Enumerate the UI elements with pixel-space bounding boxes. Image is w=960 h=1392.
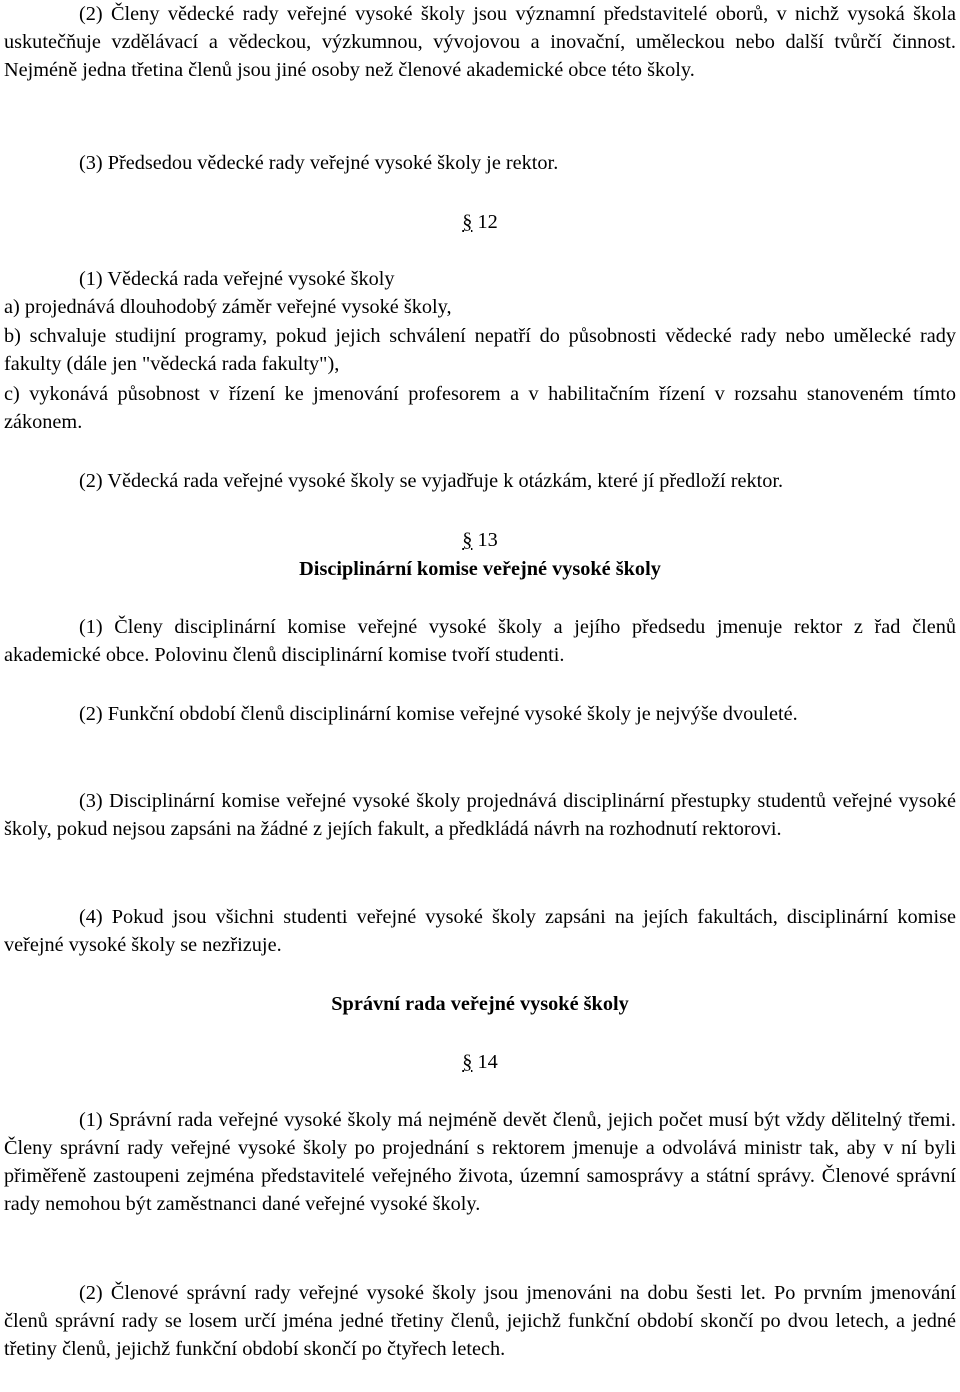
paragraph-12-1: (1) Vědecká rada veřejné vysoké školy [79,268,395,290]
list-item-12-c: c) vykonává působnost v řízení ke jmenování profesorem a v habilitačním řízení v rozsahu stanoveném tímto zákonem. [4,383,956,433]
section-sign: § [462,1051,473,1073]
list-item-12-a: a) projednává dlouhodobý záměr veřejné vysoké školy, [4,296,452,318]
paragraph-14-1: (1) Správní rada veřejné vysoké školy má nejméně devět členů, jejich počet musí být vždy dělitelný třemi. Členy správní rady veřejné vysoké školy po projednání s rektorem jmenuje a odvolává ministr tak, aby v ní byli přiměřeně zastoupeni zejména představitelé veřejného života, územní samosprávy a státní správy. Členové správní rady nemohou být zaměstnanci dané veřejné vysoké školy. [4,1109,956,1215]
paragraph-13-2: (2) Funkční období členů disciplinární komise veřejné vysoké školy je nejvýše dvouleté. [79,703,798,725]
section-number: 14 [477,1051,498,1073]
paragraph-13-4: (4) Pokud jsou všichni studenti veřejné vysoké školy zapsáni na jejích fakultách, disciplinární komise veřejné vysoké školy se nezřizuje. [4,906,956,956]
section-number: 13 [477,529,498,551]
section-heading-14 [4,1048,956,1076]
paragraph-11-2: (2) Členy vědecké rady veřejné vysoké školy jsou významní představitelé oborů, v nichž vysoká škola uskutečňuje vzdělávací a vědeckou, výzkumnou, vývojovou a inovační, uměleckou nebo další tvůrčí činnost. Nejméně jedna třetina členů jsou jiné osoby než členové akademické obce této školy. [4,3,956,81]
paragraph-13-1: (1) Členy disciplinární komise veřejné vysoké školy a jejího předsedu jmenuje rektor z řad členů akademické obce. Polovinu členů disciplinární komise tvoří studenti. [4,616,956,666]
paragraph-12-2: (2) Vědecká rada veřejné vysoké školy se vyjadřuje k otázkám, které jí předloží rektor. [79,470,784,492]
section-sign: § [462,529,473,551]
section-sign: § [462,211,473,233]
paragraph-14-2: (2) Členové správní rady veřejné vysoké školy jsou jmenováni na dobu šesti let. Po prvním jmenování členů správní rady se losem určí jména jedné třetiny členů, jejichž funkční období skončí po dvou letech, a jedné třetiny členů, jejichž funkční období skončí po čtyřech letech. [4,1282,956,1360]
section-heading-13 [4,526,956,554]
paragraph-11-3: (3) Předsedou vědecké rady veřejné vysoké školy je rektor. [79,152,559,174]
paragraph-13-3: (3) Disciplinární komise veřejné vysoké školy projednává disciplinární přestupky studentů veřejné vysoké školy, pokud nejsou zapsáni na žádné z jejích fakult, a předkládá návrh na rozhodnutí rektorovi. [4,790,956,840]
part-title-spravni-rada: Správní rada veřejné vysoké školy [331,993,629,1015]
list-item-12-b: b) schvaluje studijní programy, pokud jejich schválení nepatří do působnosti vědecké rady nebo umělecké rady fakulty (dále jen "vědecká rada fakulty"), [4,325,956,375]
section-title-13: Disciplinární komise veřejné vysoké školy [299,558,661,580]
section-heading-12 [4,208,956,236]
section-number: 12 [477,211,498,233]
